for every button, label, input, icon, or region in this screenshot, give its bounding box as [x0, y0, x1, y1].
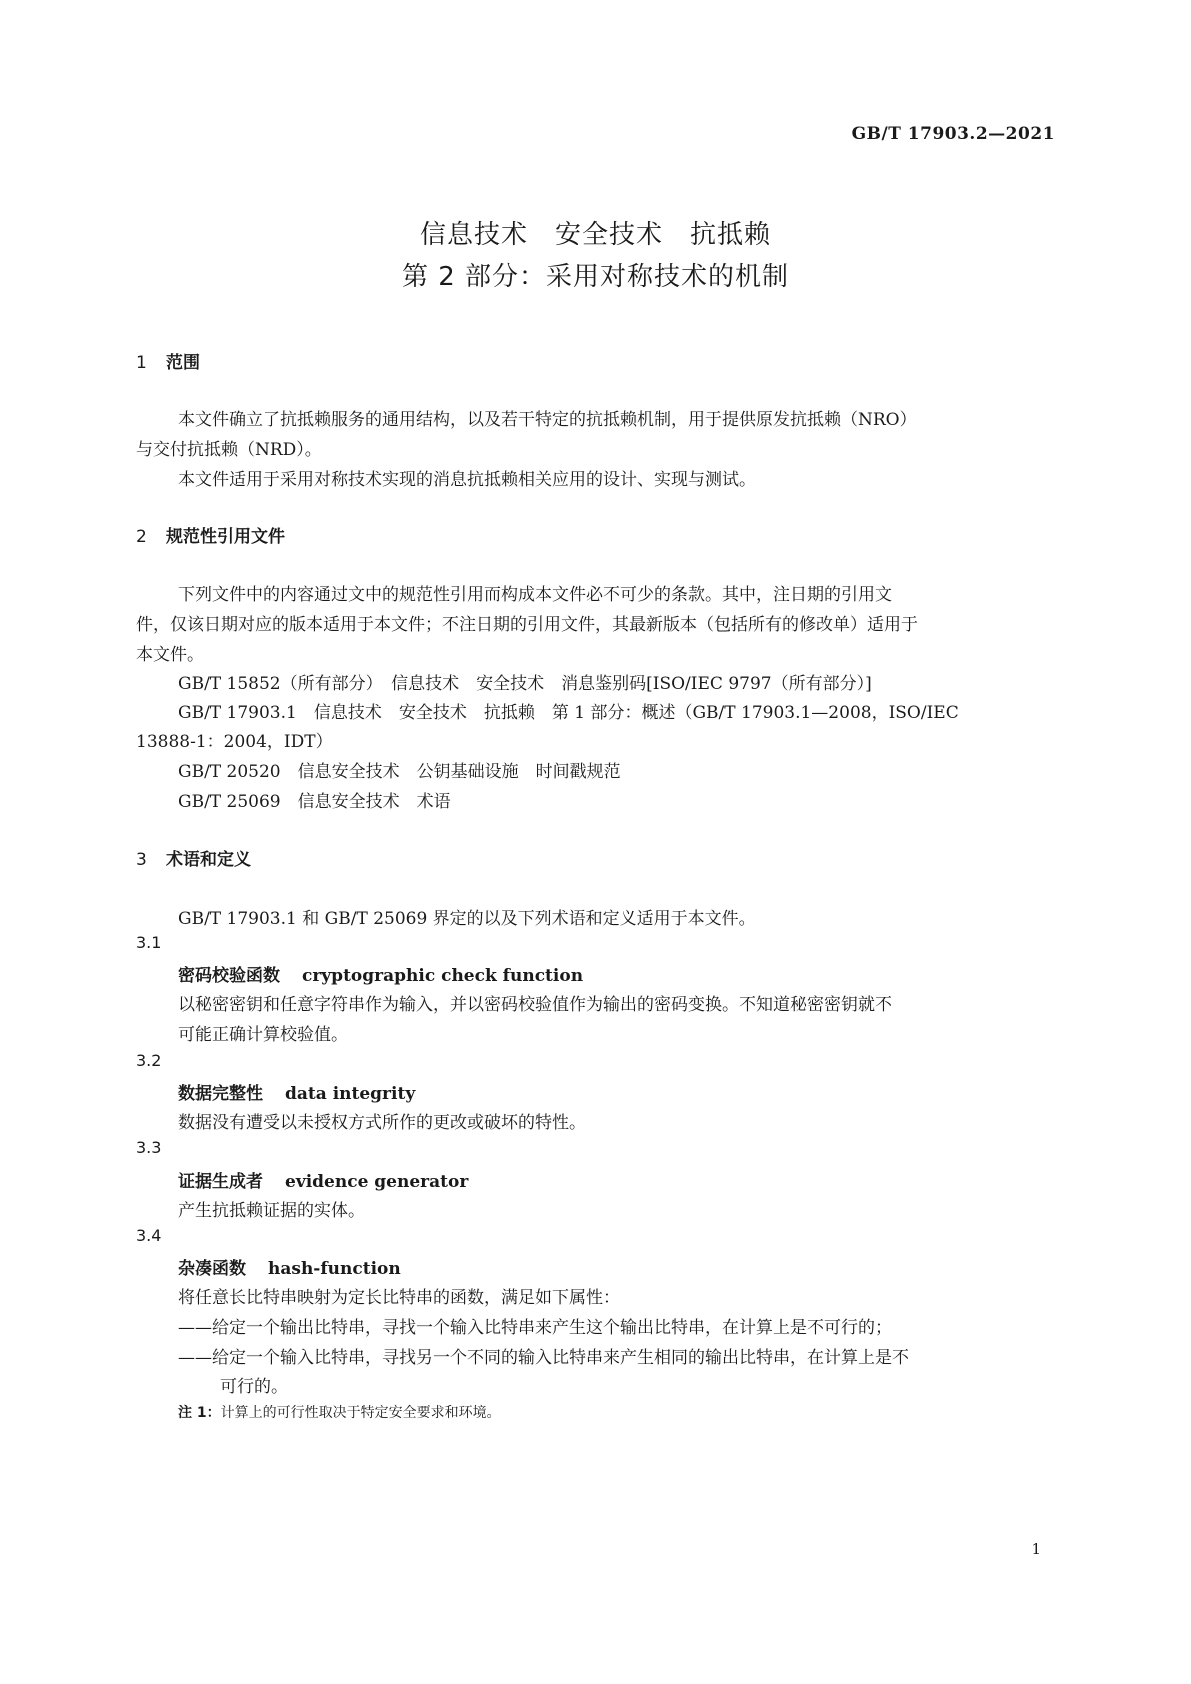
section-title: 术语和定义 — [166, 850, 251, 870]
term-3-1-definition-line-2: 可能正确计算校验值。 — [178, 1025, 348, 1045]
section-3-heading — [136, 845, 251, 870]
term-3-4-property-1: ——给定一个输出比特串，寻找一个输入比特串来产生这个输出比特串，在计算上是不可行的； — [178, 1318, 892, 1338]
section-number: 3 — [136, 850, 147, 870]
term-english: evidence generator — [285, 1172, 469, 1192]
reference-gbt-17903-1: GB/T 17903.1 信息技术 安全技术 抗抵赖 第 1 部分：概述（GB/T 17903.1—2008，ISO/IEC — [178, 703, 959, 723]
term-chinese: 数据完整性 — [178, 1084, 263, 1104]
term-3-4-note — [178, 1402, 501, 1422]
section-1-heading — [136, 348, 200, 373]
section-2-heading — [136, 522, 285, 547]
section-1-paragraph-1-line-2: 与交付抗抵赖（NRD）。 — [136, 440, 322, 460]
term-3-1 — [178, 961, 583, 986]
term-3-4-definition: 将任意长比特串映射为定长比特串的函数，满足如下属性： — [178, 1288, 620, 1308]
reference-gbt-15852: GB/T 15852（所有部分） 信息技术 安全技术 消息鉴别码[ISO/IEC 9797（所有部分）] — [178, 674, 872, 694]
term-3-2-definition: 数据没有遭受以未授权方式所作的更改或破坏的特性。 — [178, 1113, 586, 1133]
page-number: 1 — [1031, 1540, 1041, 1558]
note-label: 注 1： — [178, 1405, 221, 1421]
section-number: 1 — [136, 353, 147, 373]
term-number-3-3: 3.3 — [136, 1138, 162, 1157]
section-2-intro-line-1: 下列文件中的内容通过文中的规范性引用而构成本文件必不可少的条款。其中，注日期的引用文 — [178, 585, 892, 605]
reference-gbt-25069: GB/T 25069 信息安全技术 术语 — [178, 792, 451, 812]
document-title-line2: 第 2 部分：采用对称技术的机制 — [401, 262, 790, 292]
reference-gbt-17903-1-continued: 13888-1：2004，IDT） — [136, 732, 333, 752]
term-3-2 — [178, 1079, 415, 1104]
term-3-3-definition: 产生抗抵赖证据的实体。 — [178, 1201, 365, 1221]
term-chinese: 证据生成者 — [178, 1172, 263, 1192]
term-english: hash-function — [268, 1259, 401, 1279]
term-english: data integrity — [285, 1084, 416, 1104]
section-1-paragraph-1-line-1: 本文件确立了抗抵赖服务的通用结构，以及若干特定的抗抵赖机制，用于提供原发抗抵赖（NRO） — [178, 410, 917, 430]
term-3-4-property-2-line-2: 可行的。 — [220, 1377, 288, 1397]
section-2-intro-line-3: 本文件。 — [136, 645, 204, 665]
section-title: 规范性引用文件 — [166, 527, 285, 547]
section-title: 范围 — [166, 353, 200, 373]
term-number-3-4: 3.4 — [136, 1226, 162, 1245]
section-number: 2 — [136, 527, 147, 547]
document-title-line1: 信息技术 安全技术 抗抵赖 — [419, 220, 771, 250]
term-number-3-1: 3.1 — [136, 933, 162, 952]
term-3-3 — [178, 1167, 468, 1192]
term-3-4-property-2-line-1: ——给定一个输入比特串，寻找另一个不同的输入比特串来产生相同的输出比特串，在计算上是不 — [178, 1348, 909, 1368]
term-english: cryptographic check function — [302, 966, 584, 986]
section-1-paragraph-2: 本文件适用于采用对称技术实现的消息抗抵赖相关应用的设计、实现与测试。 — [178, 470, 756, 490]
term-3-1-definition-line-1: 以秘密密钥和任意字符串作为输入，并以密码校验值作为输出的密码变换。不知道秘密密钥就不 — [178, 995, 892, 1015]
term-number-3-2: 3.2 — [136, 1051, 162, 1070]
note-text: 计算上的可行性取决于特定安全要求和环境。 — [220, 1405, 501, 1421]
standard-number: GB/T 17903.2—2021 — [851, 124, 1055, 144]
section-3-intro: GB/T 17903.1 和 GB/T 25069 界定的以及下列术语和定义适用于本文件。 — [178, 909, 756, 929]
term-chinese: 杂凑函数 — [178, 1259, 246, 1279]
reference-gbt-20520: GB/T 20520 信息安全技术 公钥基础设施 时间戳规范 — [178, 762, 621, 782]
term-chinese: 密码校验函数 — [178, 966, 280, 986]
section-2-intro-line-2: 件，仅该日期对应的版本适用于本文件；不注日期的引用文件，其最新版本（包括所有的修改单）适用于 — [136, 615, 918, 635]
term-3-4 — [178, 1254, 401, 1279]
